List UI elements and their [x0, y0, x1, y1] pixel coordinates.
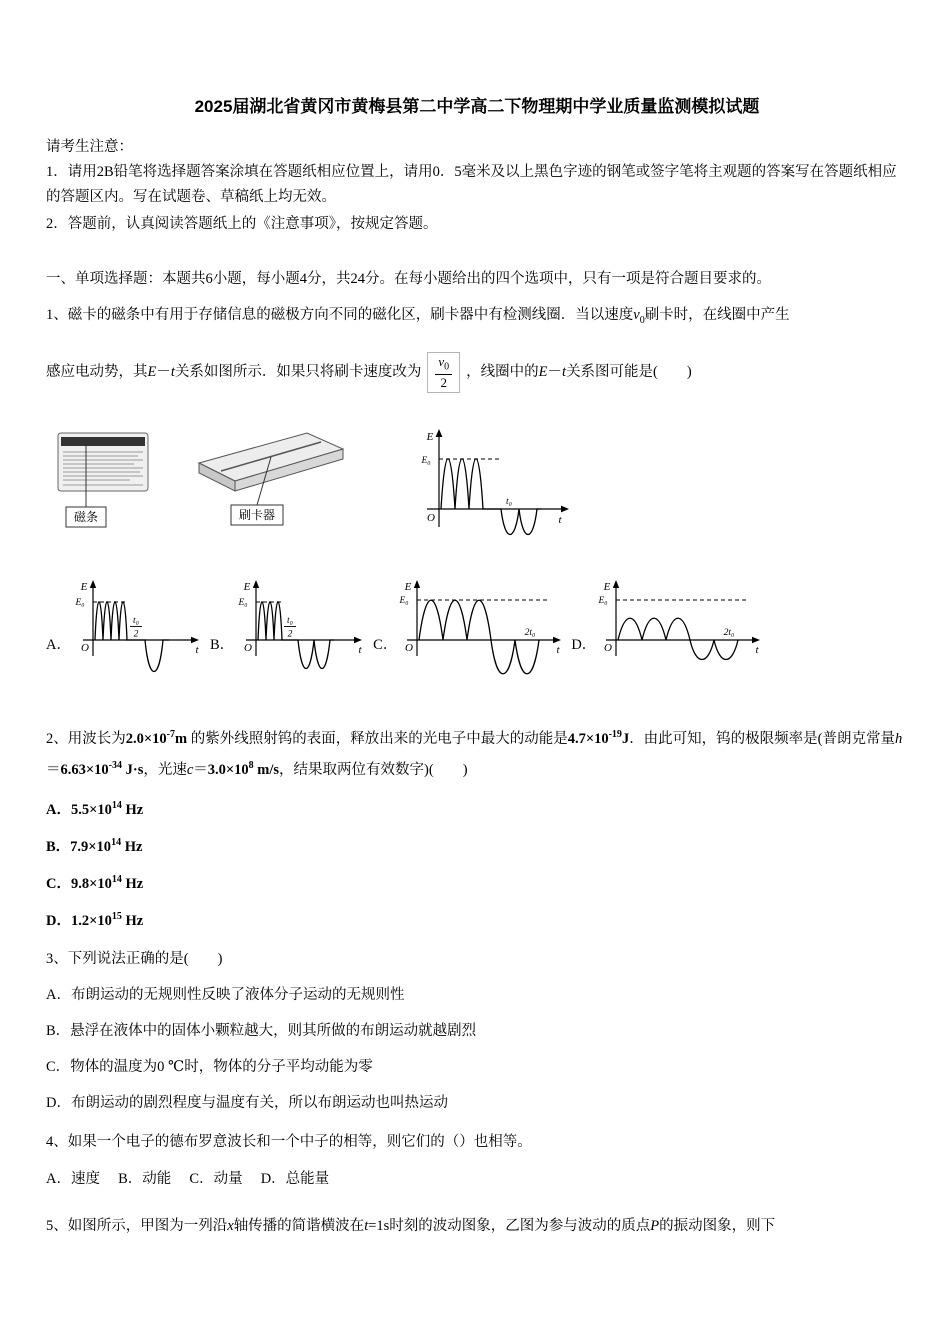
- velocity-half-fraction: [427, 352, 460, 393]
- question-1-line-2: [46, 352, 908, 393]
- option-d-graph: [596, 578, 766, 690]
- emf-waveform: [419, 600, 539, 674]
- emf-waveform: [618, 618, 738, 659]
- e0-label: E₀: [238, 597, 248, 608]
- t-axis-label: t: [755, 643, 759, 656]
- e0-label: E₀: [598, 595, 608, 606]
- magnetic-stripe: [61, 437, 145, 446]
- emf-waveform: [441, 459, 541, 535]
- fraction-numerator: t₀: [287, 615, 294, 626]
- page-title: 2025届湖北省黄冈市黄梅县第二中学高二下物理期中学业质量监测模拟试题: [194, 97, 760, 116]
- e-axis-label: E: [243, 580, 251, 593]
- question-3-option-d: D．布朗运动的剧烈程度与温度有关，所以布朗运动也叫热运动: [46, 1095, 448, 1112]
- section-1-header: 一、单项选择题：本题共6小题，每小题4分，共24分。在每小题给出的四个选项中，只有一项是符合题目要求的。: [46, 270, 771, 287]
- main-emf-time-graph: [413, 427, 573, 552]
- t-axis-label: t: [558, 513, 562, 526]
- fraction-numerator: t₀: [133, 615, 139, 626]
- question-5-text: 5、如图所示，甲图为一列沿x轴传播的简谐横波在t=1s时刻的波动图象，乙图为参与波动的质点P的振动图象，则下: [46, 1217, 776, 1234]
- fraction-denominator: 2: [133, 629, 139, 640]
- origin-label: O: [604, 641, 613, 654]
- t-axis-label: t: [195, 643, 199, 656]
- e0-label: E₀: [399, 595, 409, 606]
- e-axis-label: E: [426, 430, 434, 443]
- e0-label: E₀: [421, 455, 431, 466]
- option-a: [46, 578, 206, 690]
- fraction-numerator: $v_0$: [435, 354, 452, 375]
- emf-waveform: [95, 602, 169, 672]
- e-axis-label: E: [404, 580, 412, 593]
- notice-item-2: 2．答题前，认真阅读答题纸上的《注意事项》，按规定答题。: [46, 215, 438, 232]
- question-1-text-after-fraction: ，线圈中的E－t关系图可能是( ): [466, 363, 692, 380]
- question-2-option-c: C．$9.8\times 10^{14}$ Hz: [46, 873, 144, 892]
- option-c: [373, 578, 567, 690]
- origin-label: O: [244, 641, 253, 654]
- t-axis-label: t: [556, 643, 560, 656]
- option-d-label: D．: [571, 636, 597, 653]
- question-1-options-row: [46, 578, 908, 690]
- t-axis-label: t: [358, 643, 362, 656]
- fraction-denominator: 2: [287, 629, 293, 640]
- option-a-label: A．: [46, 636, 71, 653]
- notice-header: 请考生注意：: [46, 138, 133, 155]
- fraction-denominator: 2: [440, 374, 448, 390]
- axes: [83, 580, 199, 656]
- option-b: [210, 578, 369, 690]
- t0-over-2-fraction: [284, 616, 296, 640]
- question-3-option-c: C．物体的温度为0 ℃时，物体的分子平均动能为零: [46, 1059, 373, 1076]
- question-2-text: 2、用波长为$2.0\times 10^{-7}m$ 的紫外线照射钨的表面，释放出来的光电子中最大的动能是$4.7\times 10^{-19}J$．由此可知，钨的极限频率是(普朗克常量$h=6.63\times 10^{-34}$ J·s，光速$c=3.0\times 10^8$ m/s，结果取两位有效数字)( ): [46, 729, 903, 779]
- t0-over-2-fraction: [130, 616, 142, 640]
- question-4-text: 4、如果一个电子的德布罗意波长和一个中子的相等，则它们的（）也相等。: [46, 1134, 532, 1150]
- question-3-option-b: B．悬浮在液体中的固体小颗粒越大，则其所做的布朗运动就越剧烈: [46, 1023, 477, 1040]
- question-3-option-a: A．布朗运动的无规则性反映了液体分子运动的无规则性: [46, 987, 405, 1004]
- question-3-text: 3、下列说法正确的是( ): [46, 951, 223, 968]
- option-d: [571, 578, 766, 690]
- option-b-graph: [234, 578, 369, 690]
- axes: [427, 429, 569, 527]
- question-2-option-b: B．$7.9\times 10^{14}$ Hz: [46, 837, 143, 855]
- question-2-option-a: A．$5.5\times 10^{14}$ Hz: [46, 800, 144, 819]
- reader-label: 刷卡器: [238, 507, 276, 522]
- option-c-graph: [397, 578, 567, 690]
- notice-item-1: 1．请用2B铅笔将选择题答案涂填在答题纸相应位置上，请用0．5毫米及以上黑色字迹的钢笔或签字笔将主观题的答案写在答题纸相应的答题区内。写在试题卷、草稿纸上均无效。: [46, 163, 897, 205]
- origin-label: O: [405, 641, 414, 654]
- e-axis-label: E: [80, 580, 88, 593]
- two-t0-label: 2t₀: [723, 627, 735, 638]
- card-reader-figure: [191, 427, 351, 539]
- card-label: 磁条: [73, 509, 99, 524]
- question-4-options-line: A．速度 B．动能 C．动量 D．总能量: [46, 1170, 330, 1187]
- question-1-line-1: 1、磁卡的磁条中有用于存储信息的磁极方向不同的磁化区，刷卡器中有检测线圈．当以速度$v_0$刷卡时，在线圈中产生: [46, 307, 790, 327]
- magnetic-card-figure: [54, 427, 159, 539]
- emf-waveform: [258, 602, 334, 669]
- question-1-figures-row: [54, 427, 908, 552]
- origin-label: O: [81, 641, 89, 654]
- origin-label: O: [427, 511, 435, 524]
- option-b-label: B．: [209, 636, 235, 653]
- two-t0-label: 2t₀: [524, 627, 536, 638]
- option-a-graph: [71, 578, 206, 690]
- question-2-option-d: D．$1.2\times 10^{15}$ Hz: [46, 910, 144, 929]
- question-1-text-before-fraction: 感应电动势，其E－t关系如图所示．如果只将刷卡速度改为: [46, 363, 422, 380]
- option-c-label: C．: [373, 636, 398, 653]
- e-axis-label: E: [603, 580, 611, 593]
- t0-label: t₀: [506, 496, 512, 507]
- axes: [246, 580, 362, 656]
- e0-label: E₀: [75, 597, 85, 608]
